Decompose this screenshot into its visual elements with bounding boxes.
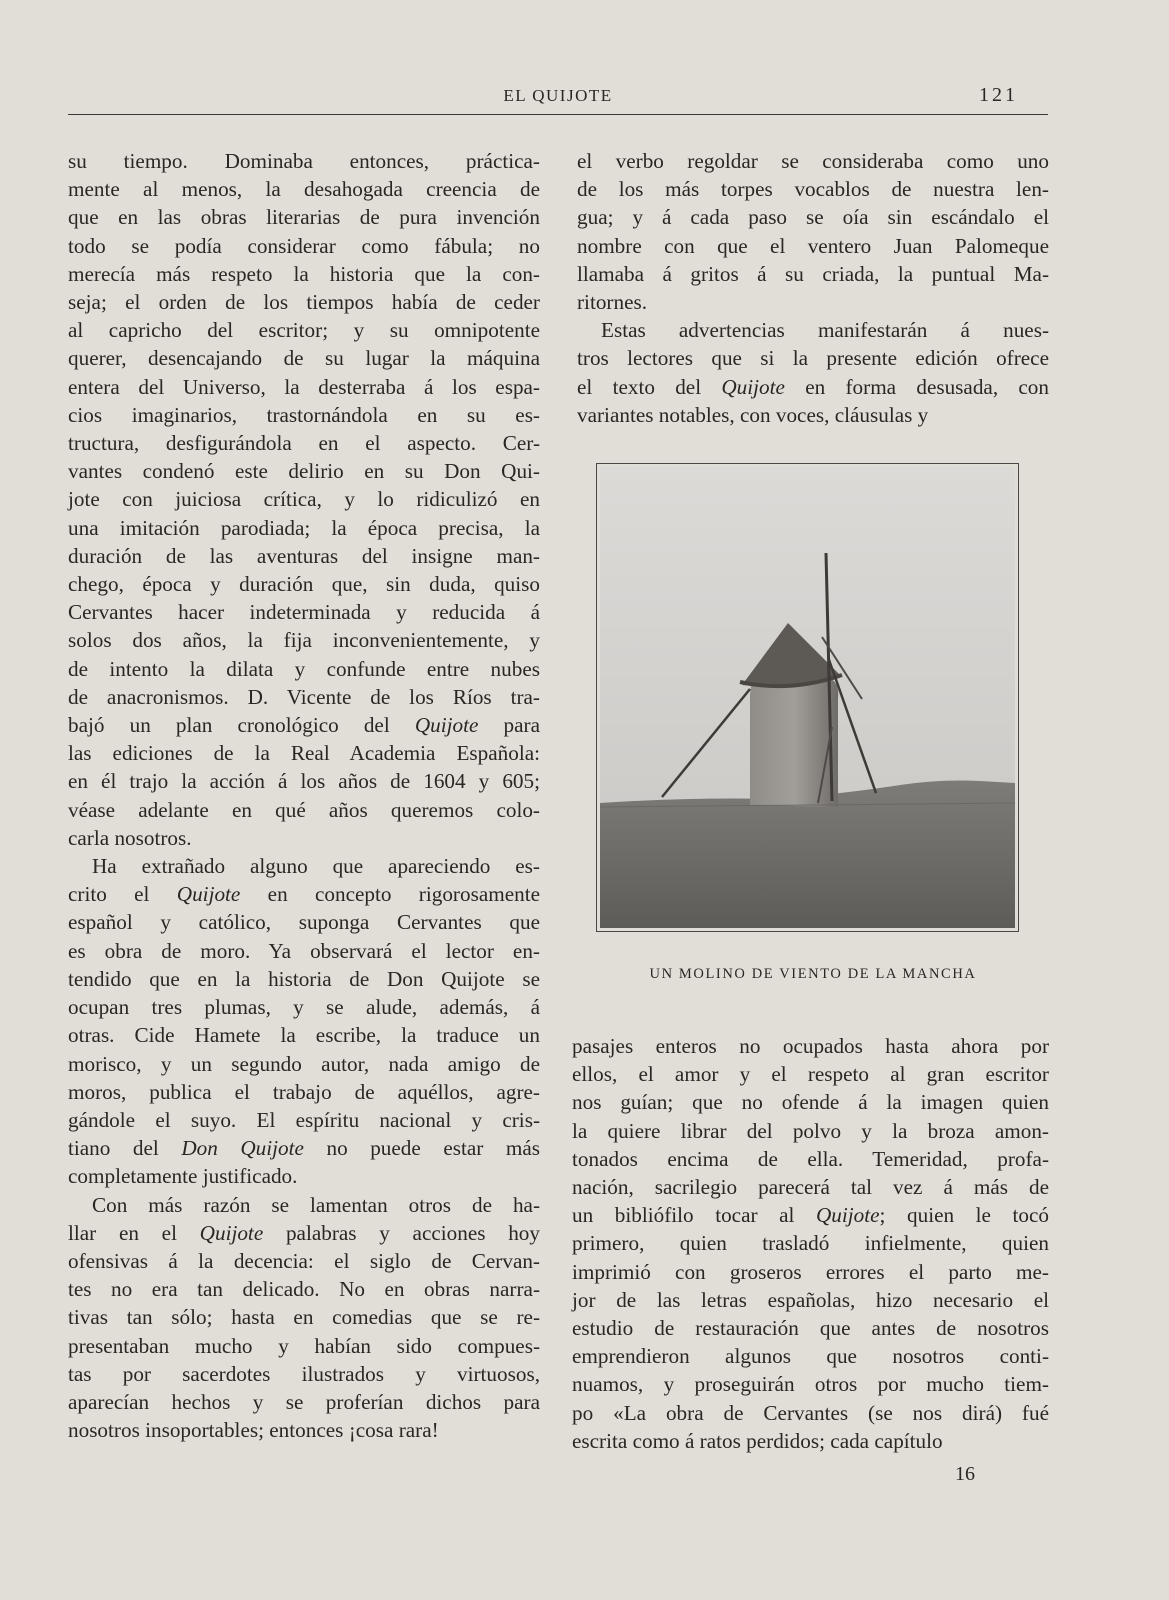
text-line: tendido que en la historia de Don Quijote se [68,966,541,991]
page-number: 121 [979,84,1018,106]
text-line: chego, época y duración que, sin duda, quiso [68,572,540,597]
text-line: Con más razón se lamentan otros de ha- [92,1192,540,1217]
left-column [68,147,540,1444]
text-line: nombre con que el ventero Juan Palomeque [577,233,1049,258]
text-line: otras. Cide Hamete la escribe, la traduce un [68,1023,540,1048]
text-line: en él trajo la acción á los años de 1604 y 605; [68,769,540,794]
text-line: jor de las letras españolas, hizo necesario el [572,1287,1049,1312]
text-line: vantes condenó este delirio en su Don Qui- [68,459,540,484]
text-line: de los más torpes vocablos de nuestra len- [577,177,1049,202]
text-line: español y católico, suponga Cervantes que [68,910,540,935]
text-line: primero, quien trasladó infielmente, quien [572,1231,1049,1256]
figure-caption: UN MOLINO DE VIENTO DE LA MANCHA [649,966,977,982]
text-line: al capricho del escritor; y su omnipotente [68,318,540,343]
running-title: EL QUIJOTE [503,86,613,105]
text-line: entera del Universo, la desterraba á los espa- [68,374,540,399]
text-line: querer, desencajando de su lugar la máquina [68,346,540,371]
paragraph [68,1191,540,1445]
text-line: bajó un plan cronológico del Quijote para [68,713,540,738]
paragraph [577,316,1049,429]
text-line: imprimió con groseros errores el parto me- [572,1259,1049,1284]
text-line: moros, publica el trabajo de aquéllos, agre- [68,1079,540,1104]
text-line: ritornes. [577,290,648,315]
text-line: carla nosotros. [68,825,192,850]
text-line: nosotros insoportables; entonces ¡cosa rara! [68,1418,439,1443]
text-line: de intento la dilata y confunde entre nubes [68,656,540,681]
text-line: Ha extrañado alguno que apareciendo es- [92,854,540,879]
text-line: que en las obras literarias de pura invención [68,205,540,230]
right-column-bottom [572,1032,1049,1455]
text-line: tes no era tan delicado. No en obras narra- [68,1277,540,1302]
right-column-top [577,147,1049,429]
text-line: tiano del Don Quijote no puede estar más [68,1136,541,1161]
text-line: estudio de restauración que antes de nosotros [572,1316,1049,1341]
text-line: seja; el orden de los tiempos había de ceder [68,290,540,315]
text-line: gándole el suyo. El espíritu nacional y cris- [68,1107,540,1132]
text-line: el verbo regoldar se consideraba como uno [577,149,1049,173]
text-line: solos dos años, la fija inconvenientemente, y [68,628,540,653]
text-line: aparecían hechos y se proferían dichos para [68,1389,540,1414]
running-header [68,84,1048,115]
text-line: todo se podía considerar como fábula; no [68,233,540,258]
text-line: Estas advertencias manifestarán á nues- [601,318,1049,343]
text-line: llar en el Quijote palabras y acciones hoy [68,1220,540,1245]
text-line: tas por sacerdotes ilustrados y virtuosos, [68,1361,540,1386]
text-line: un bibliófilo tocar al Quijote; quien le tocó [572,1203,1049,1228]
text-line: merecía más respeto la historia que la con- [68,261,540,286]
paragraph [68,147,540,852]
text-line: véase adelante en qué años queremos colo- [68,797,540,822]
text-line: tivas tan sólo; hasta en comedias que se re- [68,1305,540,1330]
text-line: completamente justificado. [68,1164,298,1189]
text-line: mente al menos, la desahogada creencia de [68,177,540,202]
text-line: el texto del Quijote en forma desusada, con [577,374,1049,399]
windmill-illustration [600,467,1015,928]
text-line: su tiempo. Dominaba entonces, práctica- [68,149,540,173]
text-line: tructura, desfigurándola en el aspecto. Cer- [68,431,540,456]
paragraph [68,852,540,1190]
text-line: de anacronismos. D. Vicente de los Ríos tra- [68,684,540,709]
text-line: duración de las aventuras del insigne man- [68,543,540,568]
text-line: po «La obra de Cervantes (se nos dirá) fué [572,1400,1049,1425]
text-line: crito el Quijote en concepto rigorosamente [68,882,540,907]
text-line: la quiere librar del polvo y la broza amon- [572,1118,1049,1143]
text-line: tonados encima de ella. Temeridad, profa- [572,1146,1049,1171]
paragraph [577,147,1049,316]
text-line: nuamos, y proseguirán otros por mucho tiem- [572,1372,1049,1397]
text-line: tros lectores que si la presente edición ofrece [577,346,1049,371]
signature-mark: 16 [955,1463,975,1485]
text-line: una imitación parodiada; la época precisa, la [68,515,540,540]
text-line: ocupan tres plumas, y se alude, además, á [68,995,540,1020]
text-line: gua; y á cada paso se oía sin escándalo el [577,205,1049,230]
text-line: nos guían; que no ofende á la imagen quien [572,1090,1049,1115]
text-line: las ediciones de la Real Academia Española: [68,741,540,766]
text-line: es obra de moro. Ya observará el lector en- [68,938,540,963]
paragraph [572,1032,1049,1455]
windmill-photograph [596,463,1019,932]
text-line: presentaban mucho y habían sido compues- [68,1333,540,1358]
text-line: llamaba á gritos á su criada, la puntual Ma- [577,261,1049,286]
text-line: variantes notables, con voces, cláusulas y [577,402,929,427]
text-line: jote con juiciosa crítica, y lo ridiculizó en [68,487,540,512]
text-line: ofensivas á la decencia: el siglo de Cervan- [68,1248,540,1273]
text-line: Cervantes hacer indeterminada y reducida á [68,600,540,625]
text-line: ellos, el amor y el respeto al gran escritor [572,1062,1049,1087]
text-line: cios imaginarios, trastornándola en su es- [68,402,540,427]
text-line: escrita como á ratos perdidos; cada capítulo [572,1428,943,1453]
text-line: emprendieron algunos que nosotros conti- [572,1344,1049,1369]
text-line: nación, sacrilegio parecerá tal vez á más de [572,1175,1049,1200]
text-line: pasajes enteros no ocupados hasta ahora por [572,1034,1049,1058]
text-line: morisco, y un segundo autor, nada amigo de [68,1051,540,1076]
